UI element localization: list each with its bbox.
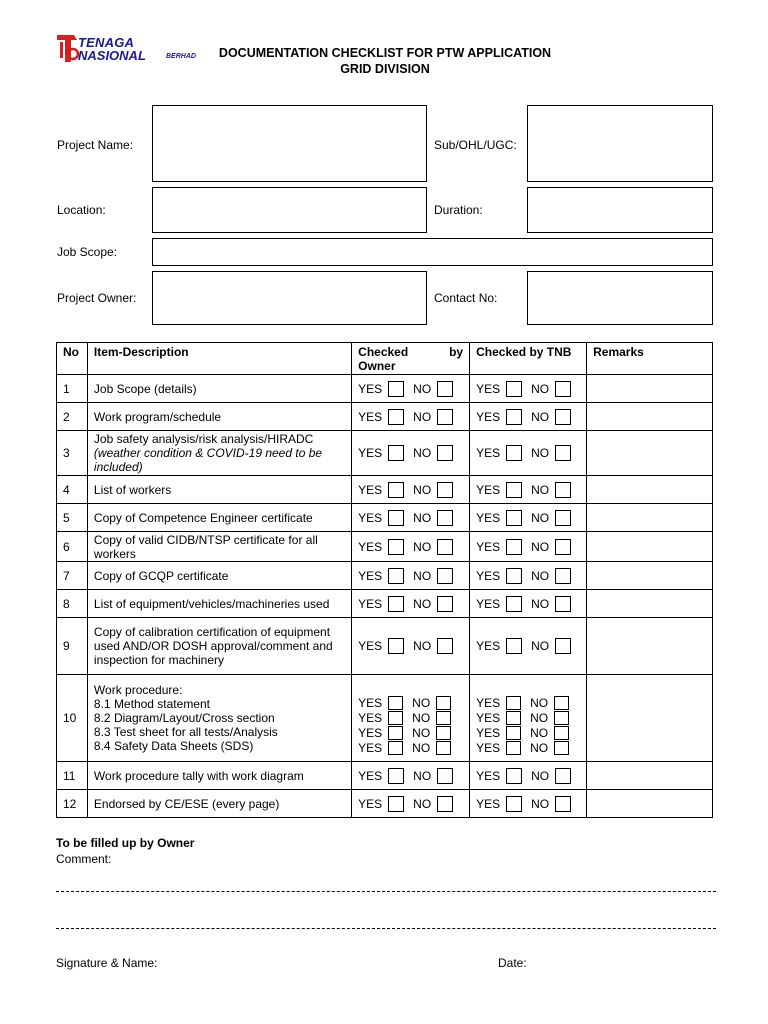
row-sub-item: 8.3 Test sheet for all tests/Analysis xyxy=(93,725,278,739)
col-header-remarks: Remarks xyxy=(587,343,713,375)
yes-no-line xyxy=(476,596,580,611)
no-checkbox[interactable] xyxy=(555,638,571,654)
project-owner-field[interactable] xyxy=(152,271,427,325)
yes-label: YES xyxy=(476,710,501,725)
no-checkbox[interactable] xyxy=(554,711,569,725)
table-row xyxy=(57,431,713,476)
row-number: 11 xyxy=(57,762,88,790)
row-description-text: Work program/schedule xyxy=(93,409,222,424)
table-row xyxy=(57,562,713,590)
yes-no-line xyxy=(358,596,463,611)
row-description xyxy=(87,476,351,504)
row-number: 12 xyxy=(57,790,88,818)
yes-label: YES xyxy=(358,695,383,710)
owner-yes-no xyxy=(358,482,463,497)
yes-no-line xyxy=(358,740,463,755)
yes-label: YES xyxy=(476,695,501,710)
yes-label: YES xyxy=(476,768,501,783)
yes-checkbox[interactable] xyxy=(388,796,404,812)
no-label: NO xyxy=(531,596,550,611)
tnb-yes-no xyxy=(476,695,580,755)
yes-checkbox[interactable] xyxy=(506,638,522,654)
row-description-text: Endorsed by CE/ESE (every page) xyxy=(93,796,280,811)
no-checkbox[interactable] xyxy=(437,510,453,526)
row-number: 6 xyxy=(57,532,88,562)
yes-no-line xyxy=(476,725,580,740)
owner-check-cell xyxy=(352,476,470,504)
table-row xyxy=(57,375,713,403)
owner-yes-no xyxy=(358,446,463,461)
row-description xyxy=(87,590,351,618)
project-name-label: Project Name: xyxy=(57,138,134,152)
yes-no-line xyxy=(476,381,580,396)
tnb-check-cell xyxy=(470,476,587,504)
yes-checkbox[interactable] xyxy=(388,768,404,784)
yes-no-line xyxy=(358,539,463,554)
sub-ohl-ugc-field[interactable] xyxy=(527,105,713,182)
tnb-yes-no xyxy=(476,381,580,396)
no-label: NO xyxy=(531,568,550,583)
remarks-cell[interactable] xyxy=(587,375,713,403)
row-sub-item: 8.2 Diagram/Layout/Cross section xyxy=(93,711,275,725)
yes-no-line xyxy=(476,710,580,725)
duration-field[interactable] xyxy=(527,187,713,233)
col-header-item: Item-Description xyxy=(87,343,351,375)
yes-checkbox[interactable] xyxy=(506,568,522,584)
yes-no-line xyxy=(476,409,580,424)
yes-no-line xyxy=(358,796,463,811)
tnb-check-cell xyxy=(470,504,587,532)
remarks-cell[interactable] xyxy=(587,532,713,562)
yes-checkbox[interactable] xyxy=(388,510,404,526)
no-label: NO xyxy=(412,710,431,725)
table-row xyxy=(57,403,713,431)
no-label: NO xyxy=(530,725,549,740)
yes-label: YES xyxy=(358,510,383,525)
row-number: 10 xyxy=(57,675,88,762)
yes-checkbox[interactable] xyxy=(506,741,521,755)
no-label: NO xyxy=(413,539,432,554)
remarks-cell[interactable] xyxy=(587,504,713,532)
row-number: 2 xyxy=(57,403,88,431)
no-label: NO xyxy=(413,446,432,460)
owner-check-cell xyxy=(352,504,470,532)
owner-yes-no xyxy=(358,639,463,654)
yes-label: YES xyxy=(358,596,383,611)
row-sub-item: 8.4 Safety Data Sheets (SDS) xyxy=(93,739,254,753)
row-description-text: Copy of GCQP certificate xyxy=(93,568,229,583)
yes-checkbox[interactable] xyxy=(388,711,403,725)
owner-yes-no xyxy=(358,796,463,811)
no-checkbox[interactable] xyxy=(555,409,571,425)
row-description-text: Job safety analysis/risk analysis/HIRADC xyxy=(93,432,314,446)
yes-checkbox[interactable] xyxy=(506,409,522,425)
yes-checkbox[interactable] xyxy=(506,381,522,397)
yes-no-line xyxy=(476,539,580,554)
col-header-owner xyxy=(352,343,470,375)
no-checkbox[interactable] xyxy=(437,445,453,461)
job-scope-label: Job Scope: xyxy=(57,245,118,259)
row-number: 7 xyxy=(57,562,88,590)
tnb-check-cell xyxy=(470,431,587,476)
yes-label: YES xyxy=(476,446,501,460)
row-description-text: List of workers xyxy=(93,482,172,497)
no-label: NO xyxy=(530,710,549,725)
yes-no-line xyxy=(476,740,580,755)
no-checkbox[interactable] xyxy=(555,596,571,612)
remarks-cell[interactable] xyxy=(587,618,713,675)
row-description xyxy=(87,403,351,431)
yes-label: YES xyxy=(476,381,501,396)
yes-no-line xyxy=(358,381,463,396)
no-checkbox[interactable] xyxy=(554,726,569,740)
row-description xyxy=(87,790,351,818)
no-label: NO xyxy=(413,510,432,525)
no-checkbox[interactable] xyxy=(554,696,569,710)
owner-check-cell xyxy=(352,431,470,476)
no-checkbox[interactable] xyxy=(436,711,451,725)
yes-checkbox[interactable] xyxy=(388,539,404,555)
tnb-logo-icon xyxy=(54,32,80,66)
owner-yes-no xyxy=(358,510,463,525)
yes-no-line xyxy=(476,510,580,525)
logo-text-berhad: BERHAD xyxy=(166,53,196,60)
row-number: 9 xyxy=(57,618,88,675)
location-label: Location: xyxy=(57,203,106,217)
yes-label: YES xyxy=(476,725,501,740)
owner-yes-no xyxy=(358,596,463,611)
tnb-yes-no xyxy=(476,510,580,525)
yes-no-line xyxy=(358,695,463,710)
row-description-text: Work procedure: xyxy=(93,683,183,697)
yes-label: YES xyxy=(476,409,501,424)
project-name-field[interactable] xyxy=(152,105,427,182)
no-checkbox[interactable] xyxy=(437,638,453,654)
yes-checkbox[interactable] xyxy=(506,596,522,612)
table-row xyxy=(57,504,713,532)
remarks-cell[interactable] xyxy=(587,403,713,431)
no-label: NO xyxy=(531,768,550,783)
yes-no-line xyxy=(358,639,463,654)
tnb-yes-no xyxy=(476,596,580,611)
no-label: NO xyxy=(531,639,550,653)
yes-checkbox[interactable] xyxy=(506,445,522,461)
no-label: NO xyxy=(531,482,550,497)
yes-label: YES xyxy=(358,710,383,725)
owner-yes-no xyxy=(358,409,463,424)
yes-label: YES xyxy=(358,796,383,811)
no-label: NO xyxy=(531,510,550,525)
yes-no-line xyxy=(476,446,580,461)
remarks-cell[interactable] xyxy=(587,790,713,818)
yes-checkbox[interactable] xyxy=(388,696,403,710)
yes-checkbox[interactable] xyxy=(506,796,522,812)
no-label: NO xyxy=(413,639,432,653)
col-header-no: No xyxy=(57,343,88,375)
yes-checkbox[interactable] xyxy=(506,696,521,710)
yes-label: YES xyxy=(358,381,383,396)
yes-checkbox[interactable] xyxy=(388,638,404,654)
no-label: NO xyxy=(412,740,431,755)
table-row xyxy=(57,762,713,790)
tnb-check-cell xyxy=(470,675,587,762)
row-description-text: Copy of valid CIDB/NTSP certificate for all workers xyxy=(93,532,318,561)
yes-label: YES xyxy=(358,639,383,653)
no-label: NO xyxy=(413,482,432,497)
row-description-text: Copy of Competence Engineer certificate xyxy=(93,510,313,525)
owner-yes-no xyxy=(358,568,463,583)
yes-checkbox[interactable] xyxy=(388,409,404,425)
yes-checkbox[interactable] xyxy=(388,568,404,584)
table-row xyxy=(57,476,713,504)
no-label: NO xyxy=(530,740,549,755)
no-label: NO xyxy=(531,446,550,460)
duration-label: Duration: xyxy=(434,203,483,217)
yes-no-line xyxy=(358,446,463,461)
table-header-row xyxy=(57,343,713,375)
remarks-cell[interactable] xyxy=(587,562,713,590)
no-checkbox[interactable] xyxy=(437,568,453,584)
no-checkbox[interactable] xyxy=(437,409,453,425)
row-description xyxy=(87,431,351,476)
owner-yes-no xyxy=(358,768,463,783)
row-number: 3 xyxy=(57,431,88,476)
col-header-owner-part1: Checked xyxy=(358,345,409,359)
yes-label: YES xyxy=(476,510,501,525)
no-checkbox[interactable] xyxy=(555,568,571,584)
no-label: NO xyxy=(413,768,432,783)
comment-label: Comment: xyxy=(56,852,112,866)
no-checkbox[interactable] xyxy=(436,696,451,710)
owner-yes-no xyxy=(358,381,463,396)
no-checkbox[interactable] xyxy=(437,482,453,498)
yes-checkbox[interactable] xyxy=(506,510,522,526)
no-checkbox[interactable] xyxy=(437,596,453,612)
yes-no-line xyxy=(358,768,463,783)
no-label: NO xyxy=(530,695,549,710)
page-title: DOCUMENTATION CHECKLIST FOR PTW APPLICATION xyxy=(218,46,552,60)
yes-label: YES xyxy=(358,568,383,583)
tnb-yes-no xyxy=(476,446,580,461)
remarks-cell[interactable] xyxy=(587,675,713,762)
tnb-yes-no xyxy=(476,482,580,497)
row-description xyxy=(87,762,351,790)
owner-check-cell xyxy=(352,762,470,790)
row-number: 4 xyxy=(57,476,88,504)
no-checkbox[interactable] xyxy=(436,726,451,740)
yes-label: YES xyxy=(358,539,383,554)
remarks-cell[interactable] xyxy=(587,590,713,618)
no-checkbox[interactable] xyxy=(555,482,571,498)
no-checkbox[interactable] xyxy=(437,539,453,555)
yes-label: YES xyxy=(476,596,501,611)
yes-label: YES xyxy=(476,482,501,497)
yes-checkbox[interactable] xyxy=(506,711,521,725)
contact-no-label: Contact No: xyxy=(434,291,498,305)
tnb-yes-no xyxy=(476,796,580,811)
tnb-check-cell xyxy=(470,532,587,562)
row-description-text: Job Scope (details) xyxy=(93,381,197,396)
signature-label: Signature & Name: xyxy=(56,956,158,970)
yes-checkbox[interactable] xyxy=(506,539,522,555)
yes-no-line xyxy=(476,768,580,783)
no-label: NO xyxy=(413,596,432,611)
tnb-check-cell xyxy=(470,562,587,590)
remarks-cell[interactable] xyxy=(587,476,713,504)
no-label: NO xyxy=(531,796,550,811)
tnb-check-cell xyxy=(470,403,587,431)
project-owner-label: Project Owner: xyxy=(57,291,137,305)
col-header-tnb: Checked by TNB xyxy=(470,343,587,375)
row-description xyxy=(87,532,351,562)
tnb-check-cell xyxy=(470,762,587,790)
no-label: NO xyxy=(413,796,432,811)
no-label: NO xyxy=(413,568,432,583)
owner-check-cell xyxy=(352,790,470,818)
no-checkbox[interactable] xyxy=(555,796,571,812)
row-number: 5 xyxy=(57,504,88,532)
col-header-owner-part3: Owner xyxy=(358,359,396,373)
yes-no-line xyxy=(476,695,580,710)
date-label: Date: xyxy=(498,956,527,970)
no-checkbox[interactable] xyxy=(555,539,571,555)
yes-label: YES xyxy=(476,568,501,583)
yes-no-line xyxy=(476,482,580,497)
yes-label: YES xyxy=(476,740,501,755)
yes-checkbox[interactable] xyxy=(388,445,404,461)
tnb-check-cell xyxy=(470,590,587,618)
owner-yes-no xyxy=(358,539,463,554)
tnb-yes-no xyxy=(476,639,580,654)
owner-check-cell xyxy=(352,590,470,618)
row-number: 8 xyxy=(57,590,88,618)
owner-check-cell xyxy=(352,618,470,675)
row-number: 1 xyxy=(57,375,88,403)
location-field[interactable] xyxy=(152,187,427,233)
yes-label: YES xyxy=(358,768,383,783)
yes-checkbox[interactable] xyxy=(506,482,522,498)
row-description xyxy=(87,562,351,590)
no-label: NO xyxy=(531,381,550,396)
yes-no-line xyxy=(358,568,463,583)
yes-checkbox[interactable] xyxy=(506,726,521,740)
tnb-check-cell xyxy=(470,618,587,675)
table-row xyxy=(57,675,713,762)
table-row xyxy=(57,590,713,618)
yes-no-line xyxy=(358,510,463,525)
table-row xyxy=(57,790,713,818)
row-description-text: Copy of calibration certification of equipment used AND/OR DOSH approval/comment and inspection for machinery xyxy=(93,625,333,667)
owner-section-heading: To be filled up by Owner xyxy=(56,836,195,850)
owner-check-cell xyxy=(352,403,470,431)
yes-no-line xyxy=(358,710,463,725)
yes-label: YES xyxy=(358,446,383,460)
yes-checkbox[interactable] xyxy=(388,726,403,740)
no-label: NO xyxy=(531,539,550,554)
yes-checkbox[interactable] xyxy=(388,482,404,498)
yes-label: YES xyxy=(358,725,383,740)
no-checkbox[interactable] xyxy=(554,741,569,755)
no-label: NO xyxy=(531,409,550,424)
yes-checkbox[interactable] xyxy=(388,381,404,397)
no-checkbox[interactable] xyxy=(436,741,451,755)
yes-no-line xyxy=(476,568,580,583)
remarks-cell[interactable] xyxy=(587,762,713,790)
yes-no-line xyxy=(476,796,580,811)
row-description-text: Work procedure tally with work diagram xyxy=(93,768,304,783)
yes-no-line xyxy=(358,725,463,740)
sub-ohl-ugc-label: Sub/OHL/UGC: xyxy=(434,138,517,152)
owner-check-cell xyxy=(352,675,470,762)
tnb-yes-no xyxy=(476,768,580,783)
checklist-table xyxy=(56,342,713,818)
row-sub-item: 8.1 Method statement xyxy=(93,697,210,711)
yes-no-line xyxy=(358,482,463,497)
yes-label: YES xyxy=(476,539,501,554)
no-checkbox[interactable] xyxy=(555,768,571,784)
yes-no-line xyxy=(358,409,463,424)
job-scope-field[interactable] xyxy=(152,238,713,266)
no-label: NO xyxy=(412,695,431,710)
no-checkbox[interactable] xyxy=(437,381,453,397)
table-row xyxy=(57,618,713,675)
row-description xyxy=(87,618,351,675)
no-label: NO xyxy=(412,725,431,740)
table-row xyxy=(57,532,713,562)
tnb-yes-no xyxy=(476,539,580,554)
no-label: NO xyxy=(413,409,432,424)
contact-no-field[interactable] xyxy=(527,271,713,325)
no-label: NO xyxy=(413,381,432,396)
col-header-owner-part2: by xyxy=(449,345,464,359)
owner-check-cell xyxy=(352,562,470,590)
tnb-check-cell xyxy=(470,375,587,403)
owner-check-cell xyxy=(352,532,470,562)
yes-label: YES xyxy=(358,409,383,424)
yes-label: YES xyxy=(358,482,383,497)
logo-text-tenaga: TENAGA xyxy=(78,35,135,50)
yes-checkbox[interactable] xyxy=(506,768,522,784)
remarks-cell[interactable] xyxy=(587,431,713,476)
tnb-check-cell xyxy=(470,790,587,818)
logo-text-nasional: NASIONAL xyxy=(78,48,146,63)
yes-checkbox[interactable] xyxy=(388,741,403,755)
no-checkbox[interactable] xyxy=(555,510,571,526)
page-subtitle: GRID DIVISION xyxy=(340,62,430,76)
tnb-yes-no xyxy=(476,568,580,583)
comment-line-1[interactable] xyxy=(56,891,716,892)
row-description xyxy=(87,375,351,403)
row-description xyxy=(87,675,351,762)
row-description xyxy=(87,504,351,532)
yes-label: YES xyxy=(358,740,383,755)
yes-no-line xyxy=(476,639,580,654)
no-checkbox[interactable] xyxy=(555,445,571,461)
no-checkbox[interactable] xyxy=(555,381,571,397)
row-description-text: List of equipment/vehicles/machineries used xyxy=(93,596,330,611)
no-checkbox[interactable] xyxy=(437,768,453,784)
tnb-yes-no xyxy=(476,409,580,424)
yes-checkbox[interactable] xyxy=(388,596,404,612)
row-description-note: (weather condition & COVID-19 need to be included) xyxy=(93,446,323,474)
no-checkbox[interactable] xyxy=(437,796,453,812)
comment-line-2[interactable] xyxy=(56,928,716,929)
yes-label: YES xyxy=(476,796,501,811)
owner-check-cell xyxy=(352,375,470,403)
owner-yes-no xyxy=(358,695,463,755)
yes-label: YES xyxy=(476,639,501,653)
